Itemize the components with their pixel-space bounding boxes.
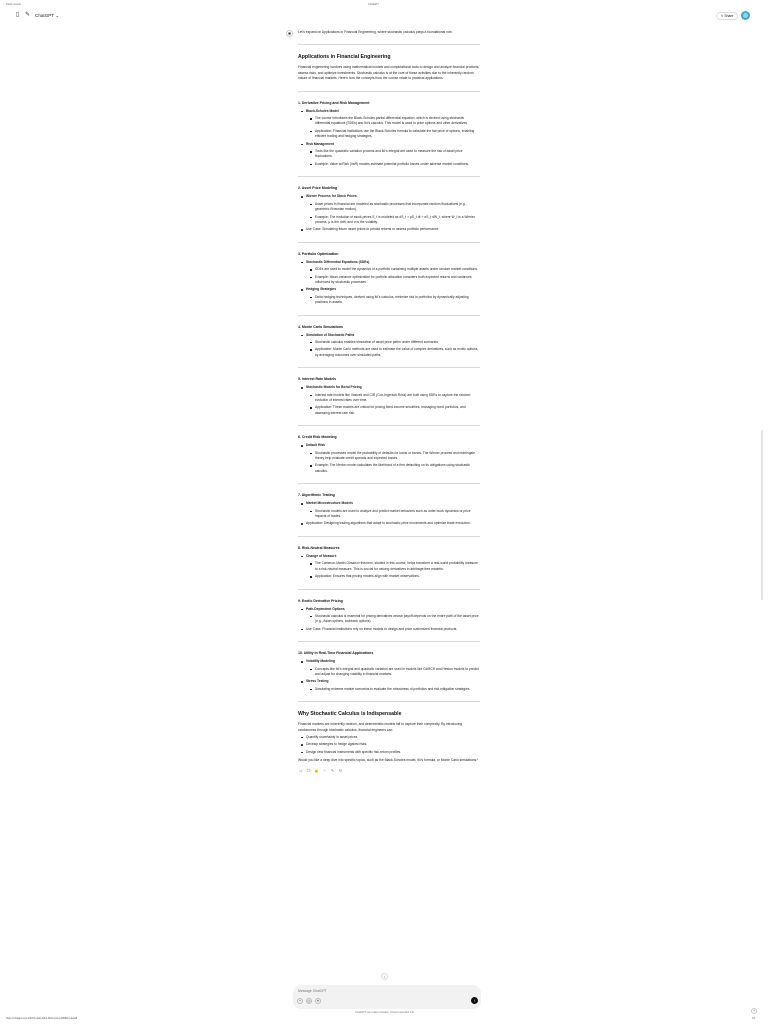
edit-icon[interactable]: ✎ [330, 767, 335, 773]
why-paragraph: Financial markets are inherently random, and deterministic models fail to capture their complexity. By introducing randomness through stochastic calculus, financial engineers can: [298, 722, 463, 732]
disclaimer: ChatGPT can make mistakes. Check important info. [355, 1011, 415, 1014]
closing-question: Would you like a deep dive into specific topics, such as the Black-Scholes model, Itô's formula, or Monte Carlo simulations? [298, 758, 478, 763]
lightbulb-icon[interactable]: ✦ [316, 999, 320, 1003]
list-item-text: Use Case: Simulating future asset prices to predict returns or assess portfolio performance. [306, 227, 440, 232]
sub-list-item: Delta hedging techniques, derived using Itô's calculus, minimize risk in portfolios by dynamically adjusting positions in assets. [315, 295, 480, 306]
attach-icon[interactable]: + [298, 999, 302, 1003]
divider [298, 176, 480, 177]
list-item [306, 194, 480, 225]
sub-list-item: Application: Financial institutions use the Black-Scholes formula to calculate the fair price of options, enabling efficient trading and hedging strategies. [315, 129, 480, 140]
divider [298, 242, 480, 243]
main-heading: Applications in Financial Engineering [298, 54, 391, 61]
divider [298, 315, 480, 316]
section-list [298, 260, 480, 306]
header [0, 9, 768, 23]
section-list [298, 194, 480, 232]
intro-block [287, 30, 480, 36]
browser-center-text: ChatGPT [368, 3, 379, 6]
subsection-title: Risk Management [306, 141, 335, 146]
new-chat-icon[interactable]: ✎ [24, 12, 31, 18]
sub-list-item: Application: These models are critical for pricing fixed-income securities, managing bond portfolios, and assessing interest rate risk. [315, 405, 480, 416]
list-item [306, 607, 480, 625]
subsection-title: Volatility Modeling [306, 659, 335, 664]
section-heading: 5. Interest Rate Models [298, 377, 337, 382]
sub-list-item: Application: Monte Carlo methods are used to estimate the value of complex derivatives, such as exotic options, by averaging outcomes over simulated paths. [315, 347, 479, 357]
share-button[interactable] [716, 12, 738, 20]
copy-icon[interactable]: ❐ [306, 767, 311, 773]
sub-list-item: Example: Value at Risk (VaR) models estimate potential portfolio losses under adverse market conditions. [315, 162, 480, 167]
scrollbar[interactable] [761, 430, 763, 600]
sub-list-item: The course introduces the Black-Scholes partial differential equation, which is derived using stochastic differential equations (SDEs) and Itô's calculus. This model is used to price options and other derivatives. [315, 116, 480, 127]
sub-list-item: Stochastic calculus enables simulation of asset price paths under different scenarios. [315, 340, 480, 345]
subsection-title: Default Risk [306, 443, 326, 448]
divider [298, 589, 480, 590]
sub-list-item: Application: Ensures that pricing models align with market observations. [315, 574, 480, 579]
section-list [298, 501, 480, 527]
thumbs-down-icon[interactable]: ☟ [323, 767, 326, 773]
list-item [306, 260, 480, 286]
subsection-title: Hedging Strategies [306, 287, 337, 292]
sub-list-item: Stochastic models are used to analyze and predict market behaviors such as order book dynamics or price impacts of trades. [315, 509, 480, 520]
subsection-title: Stochastic Differential Equations (SDEs) [306, 259, 370, 264]
section-heading: 3. Portfolio Optimization [298, 251, 339, 256]
section-list [298, 607, 480, 633]
subsection-title: Path-Dependent Options [306, 606, 345, 611]
sub-list-item: SDEs are used to model the dynamics of a portfolio containing multiple assets under random market conditions. [315, 267, 480, 272]
divider [298, 701, 480, 702]
sub-list-item: Interest rate models like Vasicek and CIR (Cox-Ingersoll-Ross) are built using SDEs to capture the random evolution of interest rates over time. [315, 393, 480, 404]
subsection-title: Market Microstructure Models [306, 501, 353, 506]
section-heading: 6. Credit Risk Modeling [298, 435, 337, 440]
sub-list [306, 116, 480, 140]
section-list [298, 554, 480, 580]
sub-list-item: Stochastic calculus is essential for pricing derivatives whose payoff depends on the entire path of the asset price (e.g., Asian options, lookback options). [315, 613, 479, 624]
regenerate-icon[interactable]: ↻ [338, 767, 343, 773]
sub-list [306, 667, 480, 678]
chevron-down-icon: ⌄ [55, 13, 60, 18]
divider [298, 641, 480, 642]
list-item [306, 521, 480, 526]
send-button[interactable]: ↑ [471, 997, 478, 1004]
subsection-title: Change of Measure [306, 553, 337, 558]
sub-list-item: The Cameron-Martin-Girsanov theorem, studied in this course, helps transform a real-world probability measure to a risk-neutral measure. This is crucial for valuing derivatives in arbitrage-free markets. [315, 561, 480, 572]
speaker-icon[interactable]: ◁ [298, 767, 303, 773]
sub-list-item: Example: The evolution of stock prices S_t is modeled as dS_t = μS_t dt + σS_t dW_t, where W_t is a Wiener process, μ is the drift, and σ is the volatility. [315, 215, 480, 226]
chat-response [287, 30, 480, 774]
sub-list [306, 687, 480, 692]
section-list [298, 443, 480, 474]
list-item [306, 659, 480, 677]
list-item [306, 501, 480, 519]
section-heading: 1. Derivative Pricing and Risk Management [298, 100, 370, 105]
composer [293, 985, 481, 1009]
chatgpt-logo-icon: ✺ [287, 31, 292, 36]
sub-list [306, 561, 480, 579]
share-label: Share [724, 14, 734, 18]
list-item [306, 227, 480, 232]
browser-strip [0, 0, 768, 8]
sub-list [306, 451, 480, 475]
sub-list [306, 509, 480, 520]
main-paragraph: Financial engineering involves using mathematical models and computational tools to design and analyze financial products, assess risks, and optimize investments. Stochastic calculus is at the core of these activities due to the inherently random nature of financial markets. Here's how the concepts from the course relate to practical applications: [298, 65, 480, 81]
avatar[interactable] [741, 11, 750, 20]
sub-list [306, 295, 480, 306]
list-item [306, 554, 480, 580]
message-actions [298, 768, 480, 774]
section-heading: 8. Risk-Neutral Measures [298, 545, 340, 550]
sub-list-item: Asset prices in financial are modeled as stochastic processes that incorporate random fluctuations (e.g., geometric Brownian motion). [315, 202, 480, 213]
sub-list [306, 267, 480, 285]
list-item [306, 142, 480, 168]
list-item [306, 287, 480, 305]
list-item [306, 679, 480, 692]
subsection-title: Black-Scholes Model [306, 108, 339, 113]
share-icon: ⇪ [720, 14, 724, 18]
sub-list [306, 149, 480, 167]
model-name: ChatGPT [35, 13, 55, 18]
list-item-text: Use Case: Financial institutions rely on these models to design and price customized financial products. [306, 626, 458, 631]
sub-list [306, 202, 480, 226]
why-list-item: Quantify uncertainty in asset prices. [306, 735, 480, 740]
section-heading: 7. Algorithmic Trading [298, 493, 335, 498]
section-list [298, 385, 480, 416]
section-heading: 4. Monte Carlo Simulations [298, 324, 343, 329]
divider [298, 91, 480, 92]
message-input[interactable] [298, 988, 448, 994]
why-heading: Why Stochastic Calculus is Indispensable [298, 711, 402, 718]
divider [298, 367, 480, 368]
divider [298, 44, 480, 45]
divider [298, 536, 480, 537]
subsection-title: Stochastic Models for Bond Pricing [306, 385, 362, 390]
why-list-item: Develop strategies to hedge against risks. [306, 742, 480, 747]
sub-list-item: Stochastic processes model the probability of defaults for loans or bonds. The Wiener process and martingale theory help evaluate credit spreads and expected losses. [315, 451, 480, 462]
list-item [306, 443, 480, 474]
help-icon[interactable]: ? [751, 1008, 757, 1014]
section-list [298, 659, 480, 692]
model-selector[interactable] [35, 13, 59, 19]
divider [298, 483, 480, 484]
list-item [306, 385, 480, 416]
status-url: https://chatgpt.com/c/67b1c4a0-d0b4-8010-bce4-d9688ec4e0a8 [6, 1017, 78, 1020]
sub-list-item: Tools like the quadratic variation process and Itô's integral are used to measure the risk of asset price fluctuations. [315, 149, 480, 160]
subsection-title: Wiener Process for Stock Prices [306, 194, 357, 199]
divider [298, 425, 480, 426]
sub-list [306, 393, 480, 417]
list-item-text: Application: Designing trading algorithms that adapt to stochastic price movements and optimize trade execution. [306, 521, 471, 526]
section-list [298, 333, 480, 359]
thumbs-up-icon[interactable]: ☝ [314, 767, 319, 773]
globe-icon[interactable]: ◎ [307, 999, 311, 1003]
list-item [306, 109, 480, 140]
why-list-item: Design new financial instruments with specific risk-return profiles. [306, 750, 480, 755]
scroll-down-button[interactable]: ↓ [381, 973, 388, 980]
list-item [306, 333, 480, 359]
sub-list-item: Example: The Merton model calculates the likelihood of a firm defaulting on its obligations using stochastic calculus. [315, 463, 480, 474]
subsection-title: Simulation of Stochastic Paths [306, 332, 355, 337]
section-heading: 2. Asset Price Modeling [298, 186, 338, 191]
sub-list [306, 340, 480, 358]
sub-list-item: Simulating extreme market scenarios to evaluate the robustness of portfolios and risk mitigation strategies. [315, 687, 480, 692]
section-heading: 10. Utility in Real-Time Financial Applications [298, 651, 374, 656]
sections-container [298, 91, 480, 693]
section-heading: 9. Exotic Derivative Pricing [298, 598, 343, 603]
section-list [298, 109, 480, 168]
subsection-title: Stress Testing [306, 679, 329, 684]
page-indicator: 1/1 [752, 1017, 756, 1020]
sub-list-item: Concepts like Itô's integral and quadratic variation are used in models like GARCH and Heston models to predict and adjust for changing volatility in financial markets. [315, 666, 479, 676]
sub-list-item: Example: Mean-variance optimization for portfolio allocation considers both expected returns and variances influenced by stochastic processes. [315, 275, 480, 286]
intro-text: Let's expand on Applications in Financial Engineering, where stochastic calculus plays a foundational role. [298, 30, 453, 34]
why-list [298, 735, 480, 755]
browser-left-text: Stack results [6, 3, 21, 6]
sub-list [306, 614, 480, 625]
sidebar-icon[interactable]: ▯ [15, 12, 20, 18]
list-item [306, 627, 480, 632]
